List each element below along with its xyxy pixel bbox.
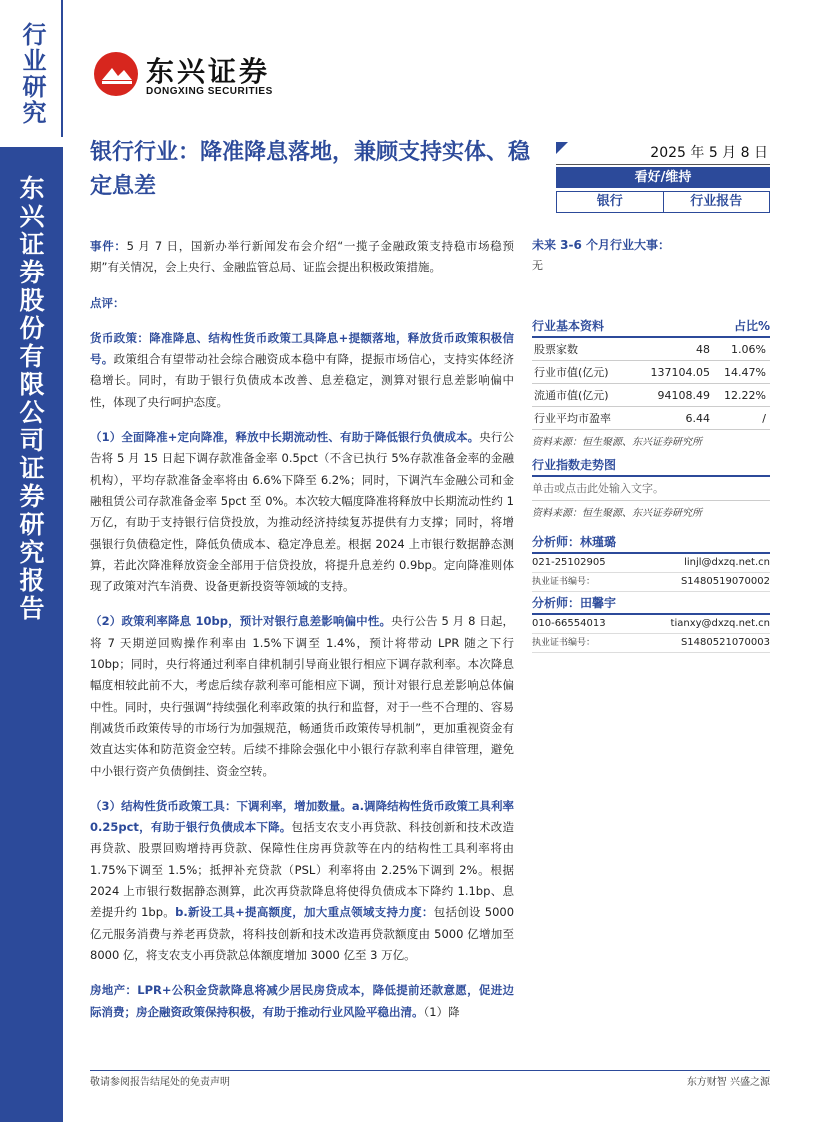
- index-trend-source: 资料来源：恒生聚源、东兴证券研究所: [532, 508, 702, 519]
- industry-tag: 银行: [556, 191, 664, 213]
- row-value: 6.44: [685, 411, 710, 425]
- structural-paragraph: [90, 796, 514, 966]
- page-footer: [90, 1070, 770, 1088]
- analyst-2-header: 分析师：田馨宇: [532, 594, 770, 615]
- row-value: 48: [696, 342, 710, 356]
- row-value: 137104.05: [650, 365, 710, 379]
- basic-info-header: [532, 317, 770, 338]
- table-row: [532, 407, 770, 430]
- comment-label: 点评：: [90, 295, 125, 310]
- event-label: 事件：: [90, 239, 127, 253]
- analyst-1-header: 分析师：林瑾璐: [532, 533, 770, 554]
- basic-info-ratio-header: 占比%: [733, 319, 770, 333]
- sidebar-category: 行业研究: [18, 22, 46, 126]
- rrr-paragraph: [90, 427, 514, 597]
- row-name: 行业市值(亿元): [534, 366, 609, 379]
- analyst-2-email[interactable]: tianxy@dxzq.net.cn: [670, 618, 770, 629]
- events-heading: 未来 3-6 个月行业大事：: [532, 238, 671, 252]
- monetary-label: 货币政策：: [90, 330, 150, 345]
- index-trend-placeholder[interactable]: 单击或点击此处输入文字。: [532, 477, 770, 501]
- analyst-1-cert: S1480519070002: [680, 576, 770, 587]
- analyst-1-cert-label: 执业证书编号：: [532, 577, 596, 587]
- row-name: 股票家数: [534, 343, 578, 356]
- index-trend-title: 行业指数走势图: [532, 458, 617, 472]
- report-title: 银行行业：降准降息落地，兼顾支持实体、稳定息差: [90, 140, 531, 199]
- basic-info-title: 行业基本资料: [532, 319, 605, 333]
- footer-slogan: 东方财智 兴盛之源: [686, 1077, 770, 1088]
- structural-bold-1: （3）结构性货币政策工具：下调利率，增加数量。a.调降结构性货币政策工具利率 0.25pct，有助于银行负债成本下降。: [90, 798, 514, 835]
- rate-paragraph: [90, 611, 514, 781]
- report-date-row: [556, 142, 770, 165]
- analyst-1-contact: [532, 554, 770, 573]
- report-type-tag: 行业报告: [664, 191, 771, 213]
- table-row: [532, 361, 770, 384]
- analyst-2-cert-label: 执业证书编号：: [532, 638, 596, 648]
- row-ratio: /: [762, 411, 766, 425]
- structural-bold-2: b.新设工具+提高额度，加大重点领域支持力度：: [175, 905, 434, 920]
- right-column: [532, 236, 770, 653]
- basic-info-table: [532, 338, 770, 430]
- monetary-bold: 降准降息、结构性货币政策工具降息+提额落地，释放货币政策积极信号。: [90, 330, 515, 367]
- realestate-text: （1）降: [423, 1004, 460, 1019]
- index-trend-header: [532, 456, 770, 477]
- rrr-text: 央行公告将 5 月 15 日起下调存款准备金率 0.5pct（不含已执行 5%存款准备金率的金融机构），平均存款准备金率将由 6.6%下降至 6.2%；同时，下调汽车金融公司和金融租赁公司存款准备金率 5pct 至 0%。本次较大幅度降准将释放中长期流动性约 1 万亿，有助于支持银行信贷投放，为推动经济持续复苏提供有力支撑；同时，将增强银行负债稳定性，降低负债成本、稳定净息差。根据 2024 上市银行数据静态测算，若此次降准释放资金全部用于信贷投放，将提升息差约 0.9bp。定向降准则体现了政策对汽车消费、设备更新投资等领域的支持。: [90, 430, 514, 594]
- row-value: 94108.49: [657, 388, 710, 402]
- basic-info-source: 资料来源：恒生聚源、东兴证券研究所: [532, 437, 702, 448]
- realestate-bold: LPR+公积金贷款降息将减少居民房贷成本，降低提前还款意愿，促进边际消费；房企融资政策保持积极，有助于推动行业风险平稳出清。: [90, 983, 515, 1019]
- rrr-bold: （1）全面降准+定向降准，释放中长期流动性、有助于降低银行负债成本。: [90, 430, 480, 445]
- report-date: 2025 年 5 月 8 日: [650, 145, 768, 161]
- event-paragraph: [90, 236, 514, 279]
- analyst-2-contact: [532, 615, 770, 634]
- table-row: [532, 338, 770, 361]
- analyst-2-cert: S1480521070003: [680, 637, 770, 648]
- row-ratio: 12.22%: [724, 388, 766, 402]
- events-text: 无: [532, 259, 543, 272]
- sidebar: [0, 0, 63, 1122]
- analyst-2-phone: 010-66554013: [532, 618, 606, 629]
- row-ratio: 1.06%: [731, 342, 766, 356]
- analyst-1-phone: 021-25102905: [532, 557, 606, 568]
- sidebar-bottom: [0, 147, 63, 1122]
- report-meta: [556, 142, 770, 213]
- company-logo: [92, 48, 292, 104]
- monetary-text: 政策组合有望带动社会综合融资成本稳中有降，提振市场信心，支持实体经济稳增长。同时，有助于银行负债成本改善、息差稳定，测算对银行息差影响偏中性，体现了央行呵护态度。: [90, 352, 515, 409]
- sidebar-top: [0, 0, 63, 137]
- rate-bold: （2）政策利率降息 10bp，预计对银行息差影响偏中性。: [90, 614, 392, 629]
- corner-flag-icon: [556, 142, 568, 154]
- comment-heading: [90, 293, 514, 314]
- analyst-1-cert-row: [532, 573, 770, 592]
- table-row: [532, 384, 770, 407]
- realestate-label: 房地产：: [90, 983, 138, 998]
- sidebar-company: 东兴证券股份有限公司证券研究报告: [16, 175, 45, 623]
- logo-english: DONGXING SECURITIES: [146, 86, 273, 97]
- logo-emblem-icon: [92, 50, 140, 98]
- analyst-1-email[interactable]: linjl@dxzq.net.cn: [684, 557, 770, 568]
- monetary-paragraph: [90, 328, 514, 413]
- structural-text-1: 包括支农支小再贷款、科技创新和技术改造再贷款、股票回购增持再贷款、保障性住房再贷款等在内的结构性工具利率将由 1.75%下调至 1.5%；抵押补充贷款（PSL）利率将由 2.25%下调到 2%。根据 2024 上市银行数据静态测算，此次再贷款降息将使得负债成本下降约 1.1bp、息差提升约 1bp。: [90, 820, 514, 920]
- rating-badge: 看好/维持: [556, 167, 770, 188]
- row-name: 行业平均市盈率: [534, 412, 611, 425]
- footer-disclaimer: 敬请参阅报告结尾处的免责声明: [90, 1077, 230, 1088]
- row-ratio: 14.47%: [724, 365, 766, 379]
- meta-tags: [556, 191, 770, 213]
- analyst-2-cert-row: [532, 634, 770, 653]
- structural-text-2: 包括创设 5000 亿元服务消费与养老再贷款，将科技创新和技术改造再贷款额度由 5000 亿增加至 8000 亿，将支农支小再贷款总体额度增加 3000 亿至 3 万亿。: [90, 905, 515, 962]
- rate-text: 央行公告 5 月 8 日起，将 7 天期逆回购操作利率由 1.5%下调至 1.4%，预计将带动 LPR 随之下行 10bp；同时，央行将通过利率自律机制引导商业银行相应下调存款利率。本次降息幅度相较此前不大，考虑后续存款利率可能相应下调，预计对银行息差影响总体偏中性。同时，央行强调“持续强化利率政策的执行和监督，对于一些不合理的、容易削减货币政策传导的市场行为加强规范，畅通货币政策传导机制”，更加重视资金有效直达实体和防范资金空转。后续不排除会强化中小银行存款利率自律管理，避免中小银行资产负债倒挂、资金空转。: [90, 614, 514, 778]
- logo-name: 东兴证券: [146, 55, 271, 88]
- realestate-paragraph: [90, 980, 514, 1023]
- event-text: 5 月 7 日，国新办举行新闻发布会介绍“一揽子金融政策支持稳市场稳预期”有关情况，会上央行、金融监管总局、证监会提出积极政策措施。: [90, 239, 515, 275]
- main-content: [90, 236, 514, 1023]
- row-name: 流通市值(亿元): [534, 389, 609, 402]
